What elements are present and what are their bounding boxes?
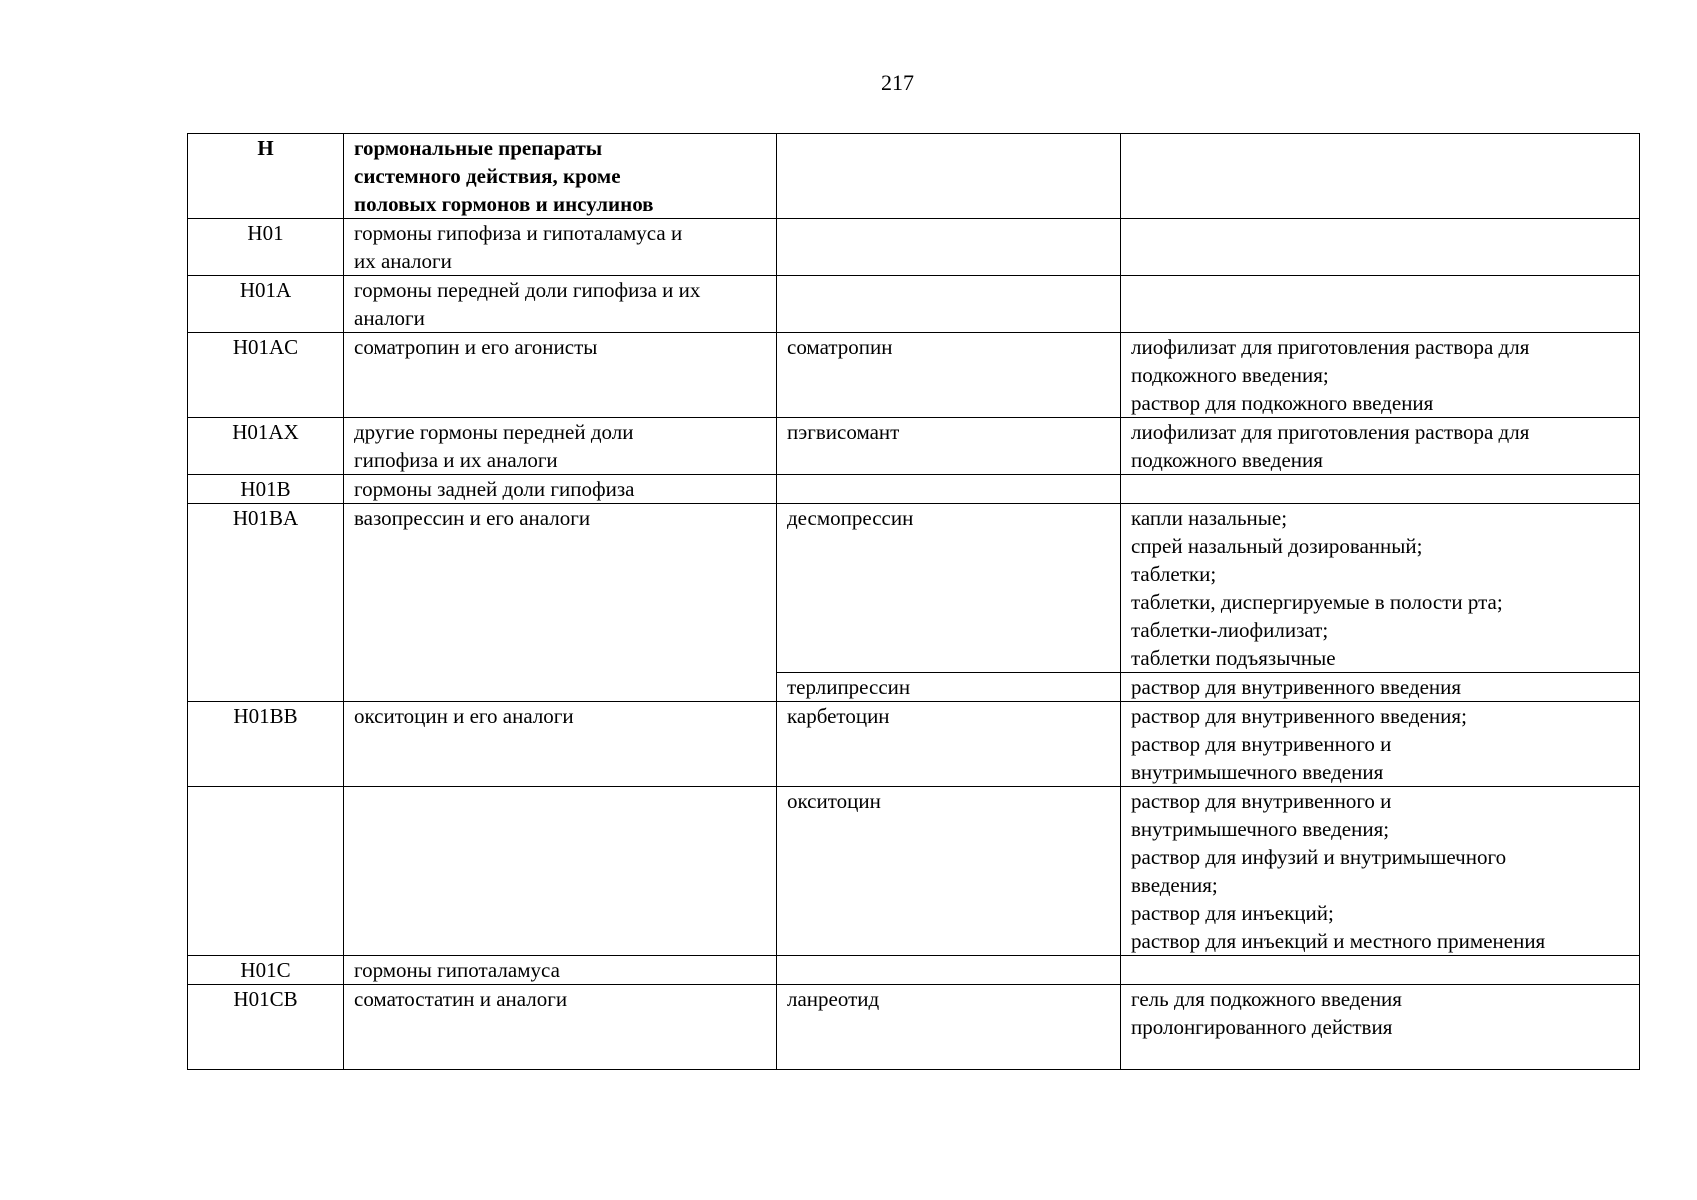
table-row	[188, 504, 1640, 673]
forms-cell: капли назальные; спрей назальный дозированный; таблетки; таблетки, диспергируемые в полости рта; таблетки-лиофилизат; таблетки подъязычные	[1121, 504, 1640, 673]
drug-cell: соматропин	[777, 333, 1121, 418]
group-cell: гормональные препараты системного действия, кроме половых гормонов и инсулинов	[344, 134, 777, 219]
atc-code-cell: H01B	[188, 475, 344, 504]
forms-cell	[1121, 956, 1640, 985]
group-cell: соматостатин и аналоги	[344, 985, 777, 1070]
atc-code-cell	[188, 787, 344, 956]
drug-cell	[777, 956, 1121, 985]
drug-cell: карбетоцин	[777, 702, 1121, 787]
forms-cell: лиофилизат для приготовления раствора для подкожного введения; раствор для подкожного введения	[1121, 333, 1640, 418]
atc-code-cell: H01	[188, 219, 344, 276]
table-row	[188, 219, 1640, 276]
group-cell	[344, 787, 777, 956]
forms-cell	[1121, 219, 1640, 276]
table-row	[188, 418, 1640, 475]
table-row	[188, 276, 1640, 333]
atc-code-cell: H01BB	[188, 702, 344, 787]
table-row	[188, 956, 1640, 985]
forms-cell: раствор для внутривенного введения	[1121, 673, 1640, 702]
drug-cell	[777, 475, 1121, 504]
table-row	[188, 134, 1640, 219]
drug-cell: терлипрессин	[777, 673, 1121, 702]
group-cell: гормоны гипофиза и гипоталамуса и их аналоги	[344, 219, 777, 276]
drug-cell: десмопрессин	[777, 504, 1121, 673]
atc-code-cell: H01C	[188, 956, 344, 985]
drug-cell	[777, 219, 1121, 276]
table-row	[188, 787, 1640, 956]
group-cell: вазопрессин и его аналоги	[344, 504, 777, 702]
drug-cell: окситоцин	[777, 787, 1121, 956]
table-row	[188, 333, 1640, 418]
drug-cell: ланреотид	[777, 985, 1121, 1070]
table-row	[188, 985, 1640, 1070]
table-row	[188, 475, 1640, 504]
drug-table	[187, 133, 1640, 1070]
table-row	[188, 702, 1640, 787]
group-cell: другие гормоны передней доли гипофиза и их аналоги	[344, 418, 777, 475]
group-cell: соматропин и его агонисты	[344, 333, 777, 418]
forms-cell	[1121, 475, 1640, 504]
forms-cell: гель для подкожного введения пролонгированного действия	[1121, 985, 1640, 1070]
group-cell: гормоны передней доли гипофиза и их аналоги	[344, 276, 777, 333]
forms-cell: раствор для внутривенного и внутримышечного введения; раствор для инфузий и внутримышечного введения; раствор для инъекций; раствор для инъекций и местного применения	[1121, 787, 1640, 956]
atc-code-cell: H01AX	[188, 418, 344, 475]
atc-code-cell: H	[188, 134, 344, 219]
forms-cell	[1121, 134, 1640, 219]
atc-code-cell: H01BA	[188, 504, 344, 702]
atc-code-cell: H01CB	[188, 985, 344, 1070]
page-number: 217	[881, 70, 914, 95]
drug-cell	[777, 276, 1121, 333]
atc-code-cell: H01AC	[188, 333, 344, 418]
atc-code-cell: H01A	[188, 276, 344, 333]
group-cell: гормоны гипоталамуса	[344, 956, 777, 985]
group-cell: окситоцин и его аналоги	[344, 702, 777, 787]
drug-cell	[777, 134, 1121, 219]
forms-cell: раствор для внутривенного введения; раствор для внутривенного и внутримышечного введения	[1121, 702, 1640, 787]
forms-cell	[1121, 276, 1640, 333]
drug-cell: пэгвисомант	[777, 418, 1121, 475]
forms-cell: лиофилизат для приготовления раствора для подкожного введения	[1121, 418, 1640, 475]
group-cell: гормоны задней доли гипофиза	[344, 475, 777, 504]
